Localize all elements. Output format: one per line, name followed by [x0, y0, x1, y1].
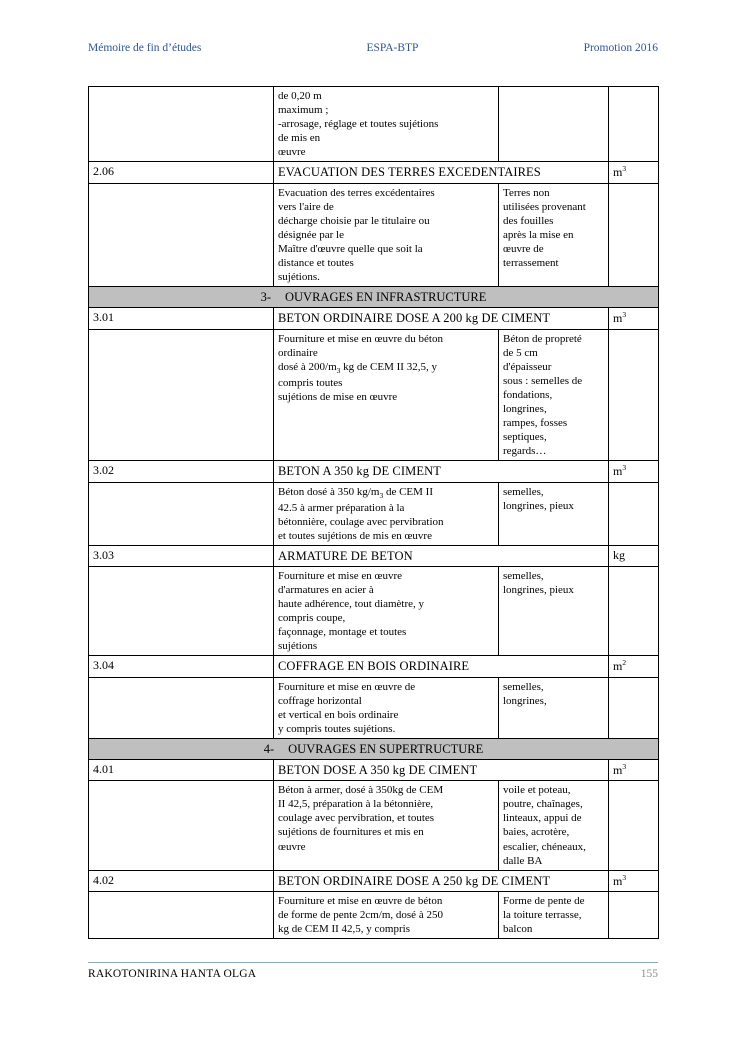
- row-unit: $m^2$: [609, 656, 659, 677]
- row-designation-title: BETON DOSE A 350 kg DE CIMENT: [274, 759, 609, 780]
- row-designation-title: BETON A 350 kg DE CIMENT: [274, 461, 609, 482]
- page-header: [88, 42, 658, 54]
- row-description: Béton à armer, dosé à 350kg de CEM II 42,5, préparation à la bétonnière, coulage avec pervibration, et toutes sujétions de fournitures et mis en œuvre: [274, 781, 499, 870]
- row-designation-title: COFFRAGE EN BOIS ORDINAIRE: [274, 656, 609, 677]
- table-row: [89, 656, 659, 677]
- row-observation: voile et poteau, poutre, chaînages, linteaux, appui de baies, acrotère, escalier, chéneaux, dalle BA: [499, 781, 609, 870]
- row-number: 3.02: [89, 461, 274, 482]
- footer-author: RAKOTONIRINA HANTA OLGA: [88, 968, 257, 980]
- row-number: 4.01: [89, 759, 274, 780]
- row-observation: Forme de pente de la toiture terrasse, balcon: [499, 892, 609, 939]
- table-row: [89, 308, 659, 329]
- row-number: [89, 482, 274, 545]
- table-row: [89, 566, 659, 655]
- row-number: [89, 677, 274, 738]
- row-unit: $m^3$: [609, 162, 659, 183]
- table-row: [89, 482, 659, 545]
- table-row: [89, 870, 659, 891]
- row-number: 2.06: [89, 162, 274, 183]
- row-description: de 0,20 m maximum ; -arrosage, réglage et toutes sujétions de mis en œuvre: [274, 87, 499, 162]
- row-number: 4.02: [89, 870, 274, 891]
- header-left-text: Mémoire de fin d’études: [88, 42, 202, 54]
- table-section-row: [89, 738, 659, 759]
- table-row: [89, 545, 659, 566]
- table-row: [89, 162, 659, 183]
- table-row: [89, 461, 659, 482]
- row-description: Fourniture et mise en œuvre du béton ordinaire dosé à $200/m_3$ kg de CEM II 32,5, y compris toutes sujétions de mise en œuvre: [274, 329, 499, 461]
- row-number: 3.01: [89, 308, 274, 329]
- row-unit: $m^3$: [609, 759, 659, 780]
- row-observation: [499, 87, 609, 162]
- header-right-text: Promotion 2016: [583, 42, 658, 54]
- row-number: [89, 892, 274, 939]
- row-unit: [609, 183, 659, 287]
- bordereau-table-wrapper: [88, 86, 658, 939]
- row-number: [89, 183, 274, 287]
- row-observation: Terres non utilisées provenant des fouilles après la mise en œuvre de terrassement: [499, 183, 609, 287]
- table-body: [89, 87, 659, 939]
- bordereau-table: [88, 86, 659, 939]
- table-row: [89, 892, 659, 939]
- row-unit: [609, 892, 659, 939]
- row-observation: semelles, longrines,: [499, 677, 609, 738]
- row-unit: [609, 677, 659, 738]
- row-number: [89, 566, 274, 655]
- row-description: Fourniture et mise en œuvre de béton de forme de pente 2cm/m, dosé à 250 kg de CEM II 42,5, y compris: [274, 892, 499, 939]
- row-unit: $m^3$: [609, 308, 659, 329]
- table-row: [89, 329, 659, 461]
- row-observation: semelles, longrines, pieux: [499, 482, 609, 545]
- row-number: 3.04: [89, 656, 274, 677]
- row-observation: Béton de propreté de 5 cm d'épaisseur sous : semelles de fondations, longrines, rampes, fosses septiques, regards…: [499, 329, 609, 461]
- row-number: 3.03: [89, 545, 274, 566]
- table-row: [89, 677, 659, 738]
- row-unit: [609, 781, 659, 870]
- table-section-row: [89, 287, 659, 308]
- section-heading: 3- OUVRAGES EN INFRASTRUCTURE: [89, 287, 659, 308]
- row-unit: [609, 566, 659, 655]
- row-number: [89, 781, 274, 870]
- row-designation-title: EVACUATION DES TERRES EXCEDENTAIRES: [274, 162, 609, 183]
- row-description: Fourniture et mise en œuvre de coffrage horizontal et vertical en bois ordinaire y compris toutes sujétions.: [274, 677, 499, 738]
- row-description: Béton dosé à 350 $kg/m_3$ de CEM II 42.5 à armer préparation à la bétonnière, coulage avec pervibration et toutes sujétions de mis en œuvre: [274, 482, 499, 545]
- row-unit: [609, 87, 659, 162]
- row-number: [89, 87, 274, 162]
- section-heading: 4- OUVRAGES EN SUPERTRUCTURE: [89, 738, 659, 759]
- table-row: [89, 759, 659, 780]
- row-designation-title: BETON ORDINAIRE DOSE A 250 kg DE CIMENT: [274, 870, 609, 891]
- row-description: Evacuation des terres excédentaires vers l'aire de décharge choisie par le titulaire ou désignée par le Maître d'œuvre quelle que soit la distance et toutes sujétions.: [274, 183, 499, 287]
- row-designation-title: ARMATURE DE BETON: [274, 545, 609, 566]
- table-row: [89, 87, 659, 162]
- header-center-text: ESPA-BTP: [366, 42, 419, 54]
- table-row: [89, 183, 659, 287]
- row-unit: $m^3$: [609, 870, 659, 891]
- row-unit: $m^3$: [609, 461, 659, 482]
- table-row: [89, 781, 659, 870]
- row-unit: [609, 482, 659, 545]
- row-description: Fourniture et mise en œuvre d'armatures en acier à haute adhérence, tout diamètre, y compris coupe, façonnage, montage et toutes sujétions: [274, 566, 499, 655]
- row-number: [89, 329, 274, 461]
- page-footer: [88, 962, 658, 980]
- row-unit: [609, 329, 659, 461]
- footer-page-number: 155: [640, 968, 658, 980]
- row-unit: kg: [609, 545, 659, 566]
- row-designation-title: BETON ORDINAIRE DOSE A 200 kg DE CIMENT: [274, 308, 609, 329]
- row-observation: semelles, longrines, pieux: [499, 566, 609, 655]
